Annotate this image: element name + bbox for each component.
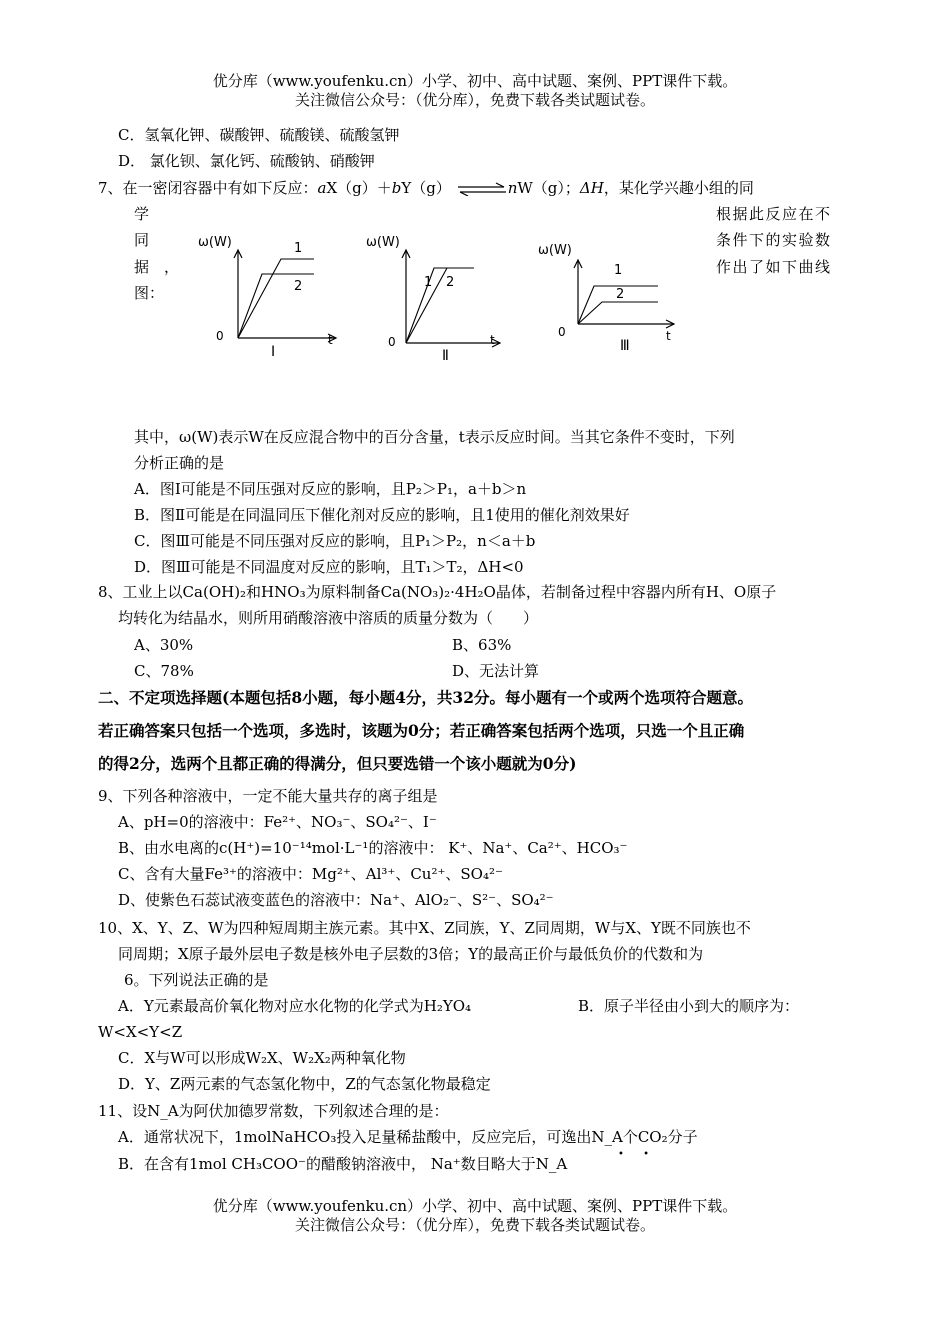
svg-text:0: 0 [216,329,224,343]
q7-right-line-2: 条件下的实验数 [716,231,832,249]
graph-1-curve-2 [238,274,314,338]
q7-right-line-1: 根据此反应在不 [716,205,832,223]
q7-note-1: 其中，ω(W)表示W在反应混合物中的百分含量，t表示反应时间。当其它条件不变时，下列 [134,428,735,446]
graph-1 [196,228,346,363]
q7-left-char-4: 图： [134,284,165,302]
q7-option-c: C．图Ⅲ可能是不同压强对反应的影响，且P₁＞P₂，n＜a＋b [134,532,536,550]
q8-option-d: D、无法计算 [452,662,540,680]
q9-stem: 9、下列各种溶液中，一定不能大量共存的离子组是 [98,787,438,805]
svg-text:2: 2 [294,279,303,294]
svg-text:Ⅱ: Ⅱ [442,348,449,363]
q8-option-c: C、78% [134,662,194,680]
footer-line-2: 关注微信公众号：（优分库），免费下载各类试题试卷。 [294,1216,655,1234]
q6-option-c: C．氢氧化钾、碳酸钾、硫酸镁、硫酸氢钾 [118,126,400,144]
q10-line-1: 10、X、Y、Z、W为四种短周期主族元素。其中X、Z同族，Y、Z同周期，W与X、Y既不同族也不 [98,919,751,937]
q11-option-b: B．在含有1mol CH₃COO⁻的醋酸钠溶液中， Na⁺数目略大于N_A [118,1155,568,1173]
q10-option-b: B．原子半径由小到大的顺序为： [578,997,800,1015]
q10-line-2: 同周期；X原子最外层电子数是核外电子层数的3倍；Y的最高正价与最低负价的代数和为 [118,945,704,963]
graph-1-curve-1 [238,259,314,338]
q7-stem: 7、在一密闭容器中有如下反应：aX（g）＋bY（g） nW（g）；ΔH，某化学兴趣小组的同 [98,179,754,197]
svg-text:1: 1 [424,275,433,290]
graph-2-ylabel: ω(W) [366,235,400,250]
section2-line-3: 的得2分，选两个且都正确的得满分，但只要选错一个该小题就为0分) [98,754,577,773]
q9-option-c: C、含有大量Fe³⁺的溶液中：Mg²⁺、Al³⁺、Cu²⁺、SO₄²⁻ [118,865,503,883]
svg-text:Ⅰ: Ⅰ [271,344,276,360]
header-line-2: 关注微信公众号：（优分库），免费下载各类试题试卷。 [294,91,655,109]
footer-line-1: 优分库（www.youfenku.cn）小学、初中、高中试题、案例、PPT课件下载。 [212,1197,738,1215]
svg-text:t: t [490,333,495,347]
q8-line-1: 8、工业上以Ca(OH)₂和HNO₃为原料制备Ca(NO₃)₂·4H₂O晶体，若制备过程中容器内所有H、O原子 [98,583,777,601]
q7-left-char-3: 据 ， [134,258,180,276]
q8-line-2: 均转化为结晶水，则所用硝酸溶液中溶质的质量分数为（ ） [118,609,539,627]
graph-2-curve-1 [406,268,474,343]
graph-3-curve-2 [578,302,658,324]
svg-text:2: 2 [616,287,625,302]
q7-right-line-3: 作出了如下曲线 [716,258,832,276]
q10-option-a: A．Y元素最高价氧化物对应水化物的化学式为H₂YO₄ [118,997,472,1015]
header-line-1: 优分库（www.youfenku.cn）小学、初中、高中试题、案例、PPT课件下载。 [212,72,738,90]
q10-option-d: D．Y、Z两元素的气态氢化物中，Z的气态氢化物最稳定 [118,1075,491,1093]
svg-text:Ⅲ: Ⅲ [620,338,630,354]
q8-option-a: A、30% [134,636,194,654]
q9-option-d: D、使紫色石蕊试液变蓝色的溶液中：Na⁺、AlO₂⁻、S²⁻、SO₄²⁻ [118,891,554,909]
q11-option-a: A．通常状况下，1molNaHCO₃投入足量稀盐酸中，反应完后，可逸出N_A个CO₂分子 [118,1128,698,1146]
section2-line-1: 二、不定项选择题(本题包括8小题，每小题4分，共32分。每小题有一个或两个选项符合题意。 [98,688,753,707]
svg-text:2: 2 [446,275,455,290]
q7-option-d: D．图Ⅲ可能是不同温度对反应的影响，且T₁＞T₂，ΔH<0 [134,558,524,576]
q10-option-b-cont: W<X<Y<Z [98,1023,183,1041]
svg-text:1: 1 [294,241,303,256]
svg-text:0: 0 [388,335,396,349]
graph-1-ylabel: ω(W) [198,235,232,250]
q8-option-b: B、63% [452,636,512,654]
q7-note-2: 分析正确的是 [134,454,225,472]
q11-stem: 11、设N_A为阿伏加德罗常数，下列叙述合理的是： [98,1102,449,1120]
q9-option-b: B、由水电离的c(H⁺)=10⁻¹⁴mol·L⁻¹的溶液中： K⁺、Na⁺、Ca²⁺、HCO₃⁻ [118,839,628,857]
section2-line-2: 若正确答案只包括一个选项，多选时，该题为0分；若正确答案包括两个选项，只选一个且正确 [98,721,745,740]
svg-text:t: t [328,333,333,347]
graph-3 [536,236,686,371]
graph-2 [364,228,514,363]
q10-line-3: 6。下列说法正确的是 [124,971,269,989]
q7-left-char-2: 同 [134,231,150,249]
svg-text:1: 1 [614,263,623,278]
q6-option-d: D． 氯化钡、氯化钙、硫酸钠、硝酸钾 [118,152,375,170]
q7-left-char-1: 学 [134,205,150,223]
svg-text:0: 0 [558,325,566,339]
emphasis-dots: • • [618,1149,657,1160]
equilibrium-arrow-icon [456,182,508,196]
q9-option-a: A、pH=0的溶液中：Fe²⁺、NO₃⁻、SO₄²⁻、I⁻ [118,813,437,831]
graph-3-ylabel: ω(W) [538,243,572,258]
q7-option-b: B．图Ⅱ可能是在同温同压下催化剂对反应的影响，且1使用的催化剂效果好 [134,506,630,524]
q10-option-c: C．X与W可以形成W₂X、W₂X₂两种氧化物 [118,1049,406,1067]
svg-text:t: t [666,329,671,343]
q7-option-a: A．图Ⅰ可能是不同压强对反应的影响，且P₂＞P₁，a＋b＞n [134,480,527,498]
